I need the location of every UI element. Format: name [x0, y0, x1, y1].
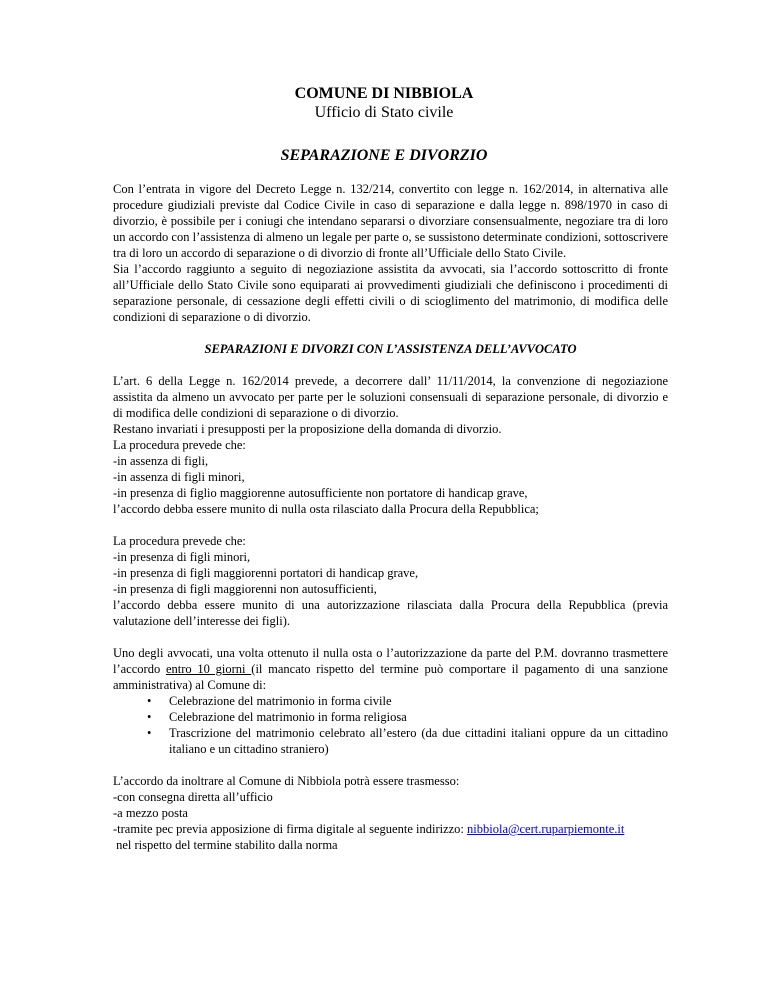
pec-email-link[interactable]: nibbiola@cert.ruparpiemonte.it — [467, 822, 625, 836]
bullet-icon: • — [147, 694, 152, 708]
list-item — [113, 725, 668, 757]
municipality-name: COMUNE DI NIBBIOLA — [294, 85, 474, 102]
municipality-list — [113, 693, 668, 757]
list-item: -con consegna diretta all’ufficio — [113, 790, 273, 804]
section1-paragraph-2: Restano invariati i presupposti per la proposizione della domanda di divorzio. — [113, 422, 502, 436]
document-body — [113, 181, 668, 853]
list-item: -in presenza di figli minori, — [113, 550, 251, 564]
list-item — [113, 709, 668, 725]
section1-paragraph-6: l’accordo debba essere munito di una autorizzazione rilasciata dalla Procura della Repubblica (previa valutazione dell’interesse dei figli). — [113, 598, 668, 628]
office-name: Ufficio di Stato civile — [314, 104, 454, 121]
section2-text-b: (il mancato rispetto del termine può comportare il pagamento di una sanzione amministrativa) al Comune di: — [113, 662, 668, 692]
deadline-underlined: entro 10 giorni — [165, 662, 252, 676]
list-item — [113, 693, 668, 709]
list-item: -a mezzo posta — [113, 806, 188, 820]
list-item: -in assenza di figli, — [113, 454, 209, 468]
list-item: -in assenza di figli minori, — [113, 470, 245, 484]
intro-paragraph-2: Sia l’accordo raggiunto a seguito di negoziazione assistita da avvocati, sia l’accordo sottoscritto di fronte all’Ufficiale dello Stato Civile sono equiparati ai provvedimenti giudiziali che definiscono i procedimenti di separazione personale, di cessazione degli effetti civili o di scioglimento del matrimonio, di modifica delle condizioni di separazione o di divorzio. — [113, 262, 668, 324]
section3-paragraph-1: L’accordo da inoltrare al Comune di Nibbiola potrà essere trasmesso: — [113, 774, 460, 788]
document-header — [0, 84, 768, 122]
document-title: SEPARAZIONE E DIVORZIO — [280, 147, 488, 164]
list-item: -in presenza di figli maggiorenni non autosufficienti, — [113, 582, 377, 596]
list-item — [113, 821, 668, 837]
section2-paragraph-1 — [113, 645, 668, 693]
section1-paragraph-3: La procedura prevede che: — [113, 438, 246, 452]
section2-text-a: Uno degli avvocati, una volta ottenuto il nulla osta o l’autorizzazione da parte del P.M. dovranno trasmettere l’accordo — [113, 646, 668, 676]
bullet-icon: • — [147, 726, 152, 740]
list-item-text: Celebrazione del matrimonio in forma religiosa — [169, 710, 407, 724]
section-title-lawyer: SEPARAZIONI E DIVORZI CON L’ASSISTENZA DELL’AVVOCATO — [204, 342, 577, 356]
bullet-icon: • — [147, 710, 152, 724]
list-item: -in presenza di figlio maggiorenne autosufficiente non portatore di handicap grave, — [113, 486, 528, 500]
list-item-text: Celebrazione del matrimonio in forma civile — [169, 694, 392, 708]
section1-paragraph-1: L’art. 6 della Legge n. 162/2014 prevede, a decorrere dall’ 11/11/2014, la convenzione di negoziazione assistita da almeno un avvocato per parte per le soluzioni consensuali di separazione personale, di divorzio e di modifica delle condizioni di separazione o di divorzio. — [113, 374, 668, 420]
intro-paragraph-1: Con l’entrata in vigore del Decreto Legge n. 132/214, convertito con legge n. 162/2014, in alternativa alle procedure giudiziali previste dal Codice Civile in caso di separazione e dalla legge n. 898/1970 in caso di divorzio, è possibile per i coniugi che intendano separarsi o divorziare consensualmente, negoziare tra di loro un accordo con l’assistenza di almeno un legale per parte o, se sussistono determinate condizioni, sottoscrivere tra di loro un accordo di separazione o di divorzio di fronte all’Ufficiale dello Stato Civile. — [113, 182, 668, 260]
section1-paragraph-4: l’accordo debba essere munito di nulla osta rilasciato dalla Procura della Repubblica; — [113, 502, 539, 516]
list-item: -in presenza di figli maggiorenni portatori di handicap grave, — [113, 566, 419, 580]
deadline-note: nel rispetto del termine stabilito dalla norma — [113, 838, 338, 852]
section1-paragraph-5: La procedura prevede che: — [113, 534, 246, 548]
pec-text: -tramite pec previa apposizione di firma digitale al seguente indirizzo: — [113, 822, 468, 836]
list-item-text: Trascrizione del matrimonio celebrato all’estero (da due cittadini italiani oppure da un cittadino italiano e un cittadino straniero) — [169, 726, 668, 756]
